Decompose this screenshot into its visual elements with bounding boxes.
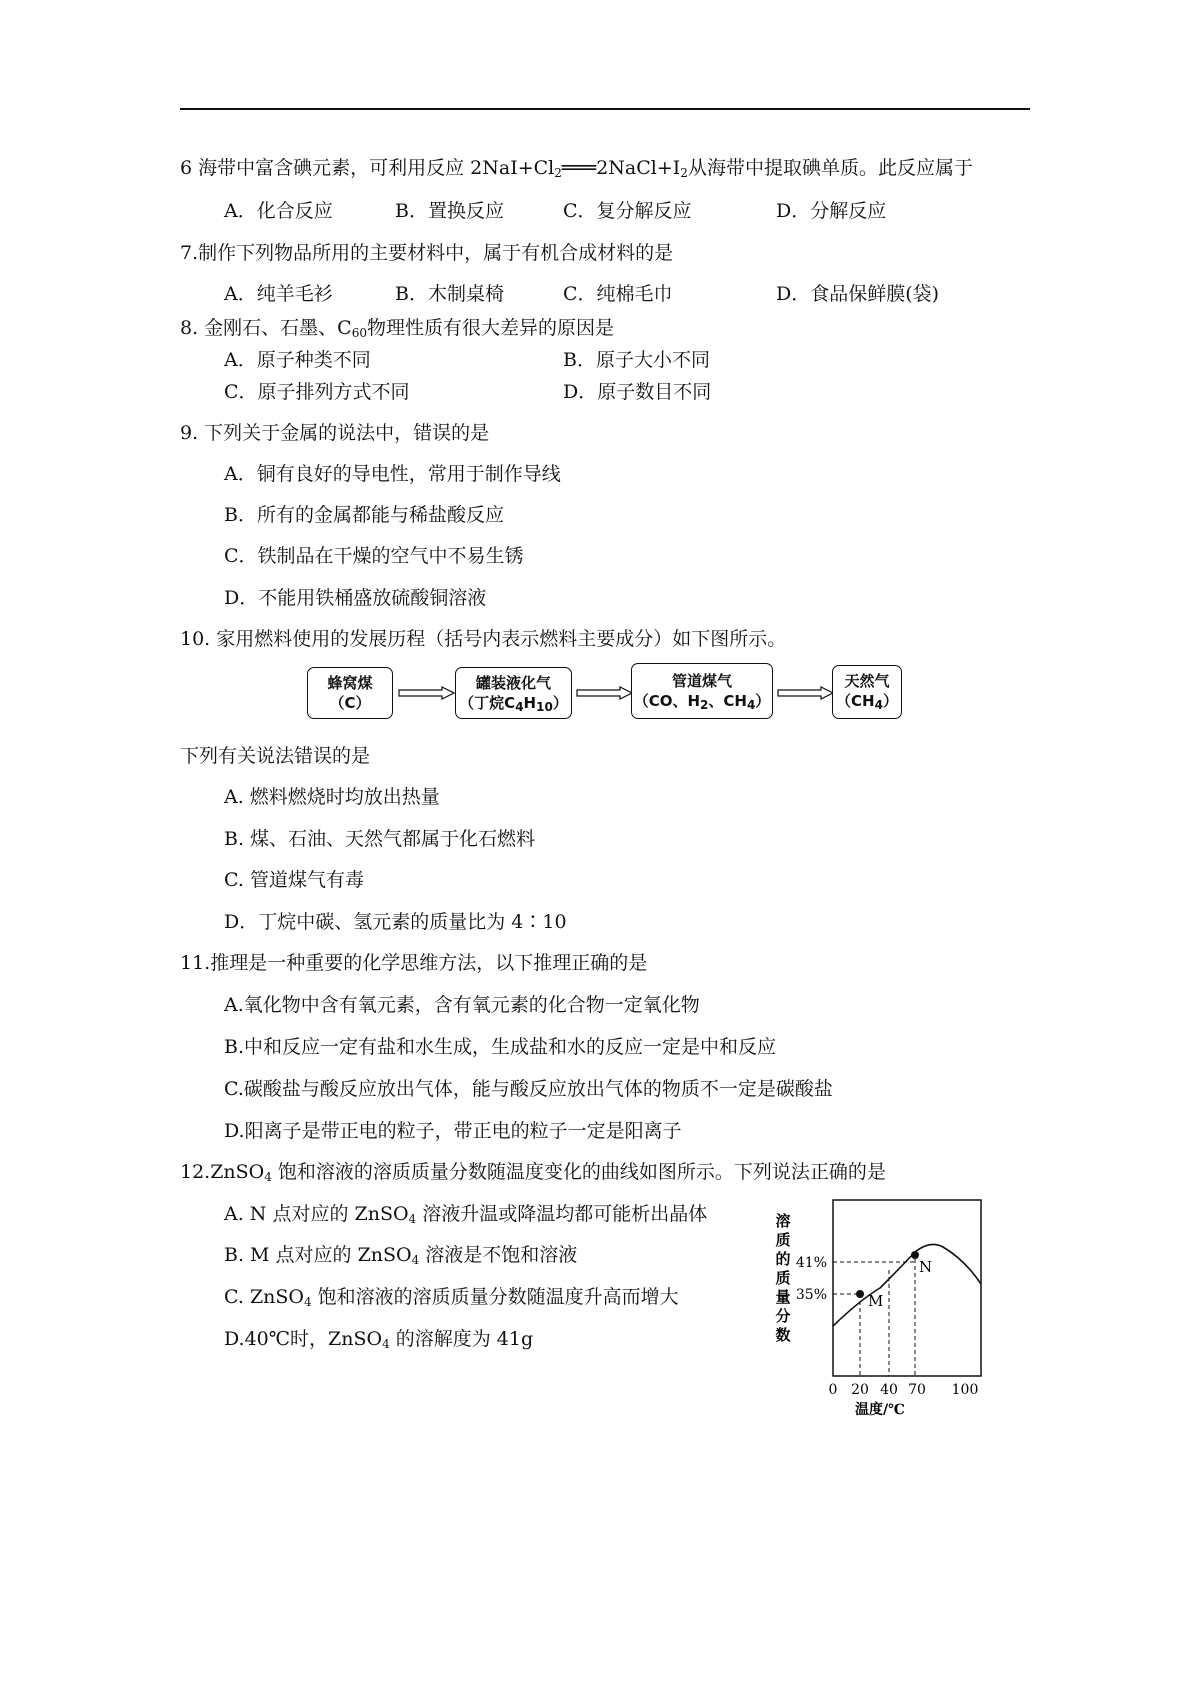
point-n-label: N xyxy=(919,1258,933,1276)
q7-option-b: B．木制桌椅 xyxy=(395,283,504,305)
q6-option-c: C．复分解反应 xyxy=(563,200,692,222)
flow-box-name: 管道煤气 xyxy=(671,672,732,690)
point-m xyxy=(856,1290,864,1298)
xtick-100: 100 xyxy=(951,1382,979,1398)
q11-option-d: D.阳离子是带正电的粒子，带正电的粒子一定是阳离子 xyxy=(224,1120,682,1142)
flow-box-formula: （丁烷$C_4H_{10}$） xyxy=(459,694,568,714)
question-6-stem: 6 海带中富含碘元素，可利用反应 $2NaI+Cl_2═══2NaCl+I_2$从海带中提取碘单质。此反应属于 xyxy=(180,157,973,180)
graph-ylabel-char: 质 xyxy=(775,1231,791,1249)
q11-option-b: B.中和反应一定有盐和水生成，生成盐和水的反应一定是中和反应 xyxy=(224,1036,777,1058)
ytick-41: 41% xyxy=(795,1255,827,1271)
flow-box-formula: （C） xyxy=(329,694,371,712)
graph-frame xyxy=(833,1200,981,1376)
flow-box-lpg xyxy=(455,667,572,719)
flow-box-natural-gas xyxy=(832,665,902,719)
q10-option-a: A. 燃料燃烧时均放出热量 xyxy=(224,786,440,808)
q12-option-c: C. ZnSO$_4$ 饱和溶液的溶质质量分数随温度升高而增大 xyxy=(224,1286,679,1309)
point-n xyxy=(911,1251,919,1259)
flow-box-formula: $(CH_4)$ xyxy=(836,692,898,712)
q8-option-c: C．原子排列方式不同 xyxy=(224,381,410,403)
q10-option-c: C. 管道煤气有毒 xyxy=(224,869,364,891)
q9-option-d: D．不能用铁桶盛放硫酸铜溶液 xyxy=(224,587,487,609)
q12-option-b: B. M 点对应的 ZnSO$_4$ 溶液是不饱和溶液 xyxy=(224,1244,578,1267)
q6-option-a: A．化合反应 xyxy=(224,200,333,222)
q11-option-a: A.氧化物中含有氧元素，含有氧元素的化合物一定氧化物 xyxy=(224,994,700,1016)
q12-option-a: A. N 点对应的 ZnSO$_4$ 溶液升温或降温均都可能析出晶体 xyxy=(224,1203,708,1226)
flow-box-honeycomb-coal xyxy=(307,667,393,719)
graph-ylabel-char: 数 xyxy=(775,1326,791,1344)
q8-option-d: D．原子数目不同 xyxy=(563,381,712,403)
q10-option-b: B. 煤、石油、天然气都属于化石燃料 xyxy=(224,828,536,850)
solubility-curve xyxy=(833,1244,981,1326)
question-12-stem: 12.ZnSO$_4$ 饱和溶液的溶质质量分数随温度变化的曲线如图所示。下列说法正确的是 xyxy=(180,1161,886,1184)
flow-arrow-1 xyxy=(398,686,456,700)
flow-box-name: 蜂窝煤 xyxy=(327,674,373,692)
q6-option-b: B．置换反应 xyxy=(395,200,504,222)
flow-box-name: 天然气 xyxy=(844,672,890,690)
xtick-20: 20 xyxy=(851,1382,869,1398)
q7-option-c: C．纯棉毛巾 xyxy=(563,283,673,305)
xtick-0: 0 xyxy=(828,1382,838,1398)
xtick-70: 70 xyxy=(908,1382,926,1398)
q6-option-d: D．分解反应 xyxy=(776,200,887,222)
q12-option-d: D.40℃时，ZnSO$_4$ 的溶解度为 41g xyxy=(224,1328,534,1351)
question-8-stem: 8. 金刚石、石墨、$C_{60}$物理性质有很大差异的原因是 xyxy=(180,317,615,340)
header-rule xyxy=(180,108,1030,110)
q10-option-d: D．丁烷中碳、氢元素的质量比为 4∶10 xyxy=(224,911,567,933)
graph-ylabel-char: 量 xyxy=(775,1288,791,1306)
q9-option-b: B．所有的金属都能与稀盐酸反应 xyxy=(224,504,504,526)
q9-option-c: C．铁制品在干燥的空气中不易生锈 xyxy=(224,545,524,567)
q8-option-a: A．原子种类不同 xyxy=(224,349,371,371)
flow-box-pipe-gas xyxy=(631,663,773,719)
q7-option-d: D．食品保鲜膜(袋) xyxy=(776,283,940,305)
question-10-sub-stem: 下列有关说法错误的是 xyxy=(180,745,371,767)
q7-option-a: A．纯羊毛衫 xyxy=(224,283,333,305)
graph-ylabel-char: 质 xyxy=(775,1269,791,1287)
point-m-label: M xyxy=(868,1292,884,1310)
question-11-stem: 11.推理是一种重要的化学思维方法，以下推理正确的是 xyxy=(180,952,648,974)
q9-option-a: A．铜有良好的导电性，常用于制作导线 xyxy=(224,463,561,485)
question-7-stem: 7.制作下列物品所用的主要材料中，属于有机合成材料的是 xyxy=(180,242,674,264)
flow-arrow-2 xyxy=(576,686,634,700)
graph-ylabel-char: 分 xyxy=(775,1307,791,1325)
graph-ylabel xyxy=(775,1212,790,1344)
flow-arrow-3 xyxy=(777,686,835,700)
q11-option-c: C.碳酸盐与酸反应放出气体，能与酸反应放出气体的物质不一定是碳酸盐 xyxy=(224,1078,833,1100)
graph-ylabel-char: 溶 xyxy=(775,1212,791,1230)
graph-xlabel: 温度/℃ xyxy=(855,1402,905,1418)
graph-ylabel-char: 的 xyxy=(775,1250,791,1268)
flow-box-name: 罐装液化气 xyxy=(475,674,551,692)
solubility-graph xyxy=(765,1190,995,1420)
xtick-40: 40 xyxy=(880,1382,898,1398)
q8-option-b: B．原子大小不同 xyxy=(563,349,710,371)
question-10-stem: 10. 家用燃料使用的发展历程（括号内表示燃料主要成分）如下图所示。 xyxy=(180,628,787,650)
ytick-35: 35% xyxy=(795,1287,827,1303)
flow-box-formula: （CO、$H_2$、$CH_4$） xyxy=(633,692,771,712)
question-9-stem: 9. 下列关于金属的说法中，错误的是 xyxy=(180,422,490,444)
